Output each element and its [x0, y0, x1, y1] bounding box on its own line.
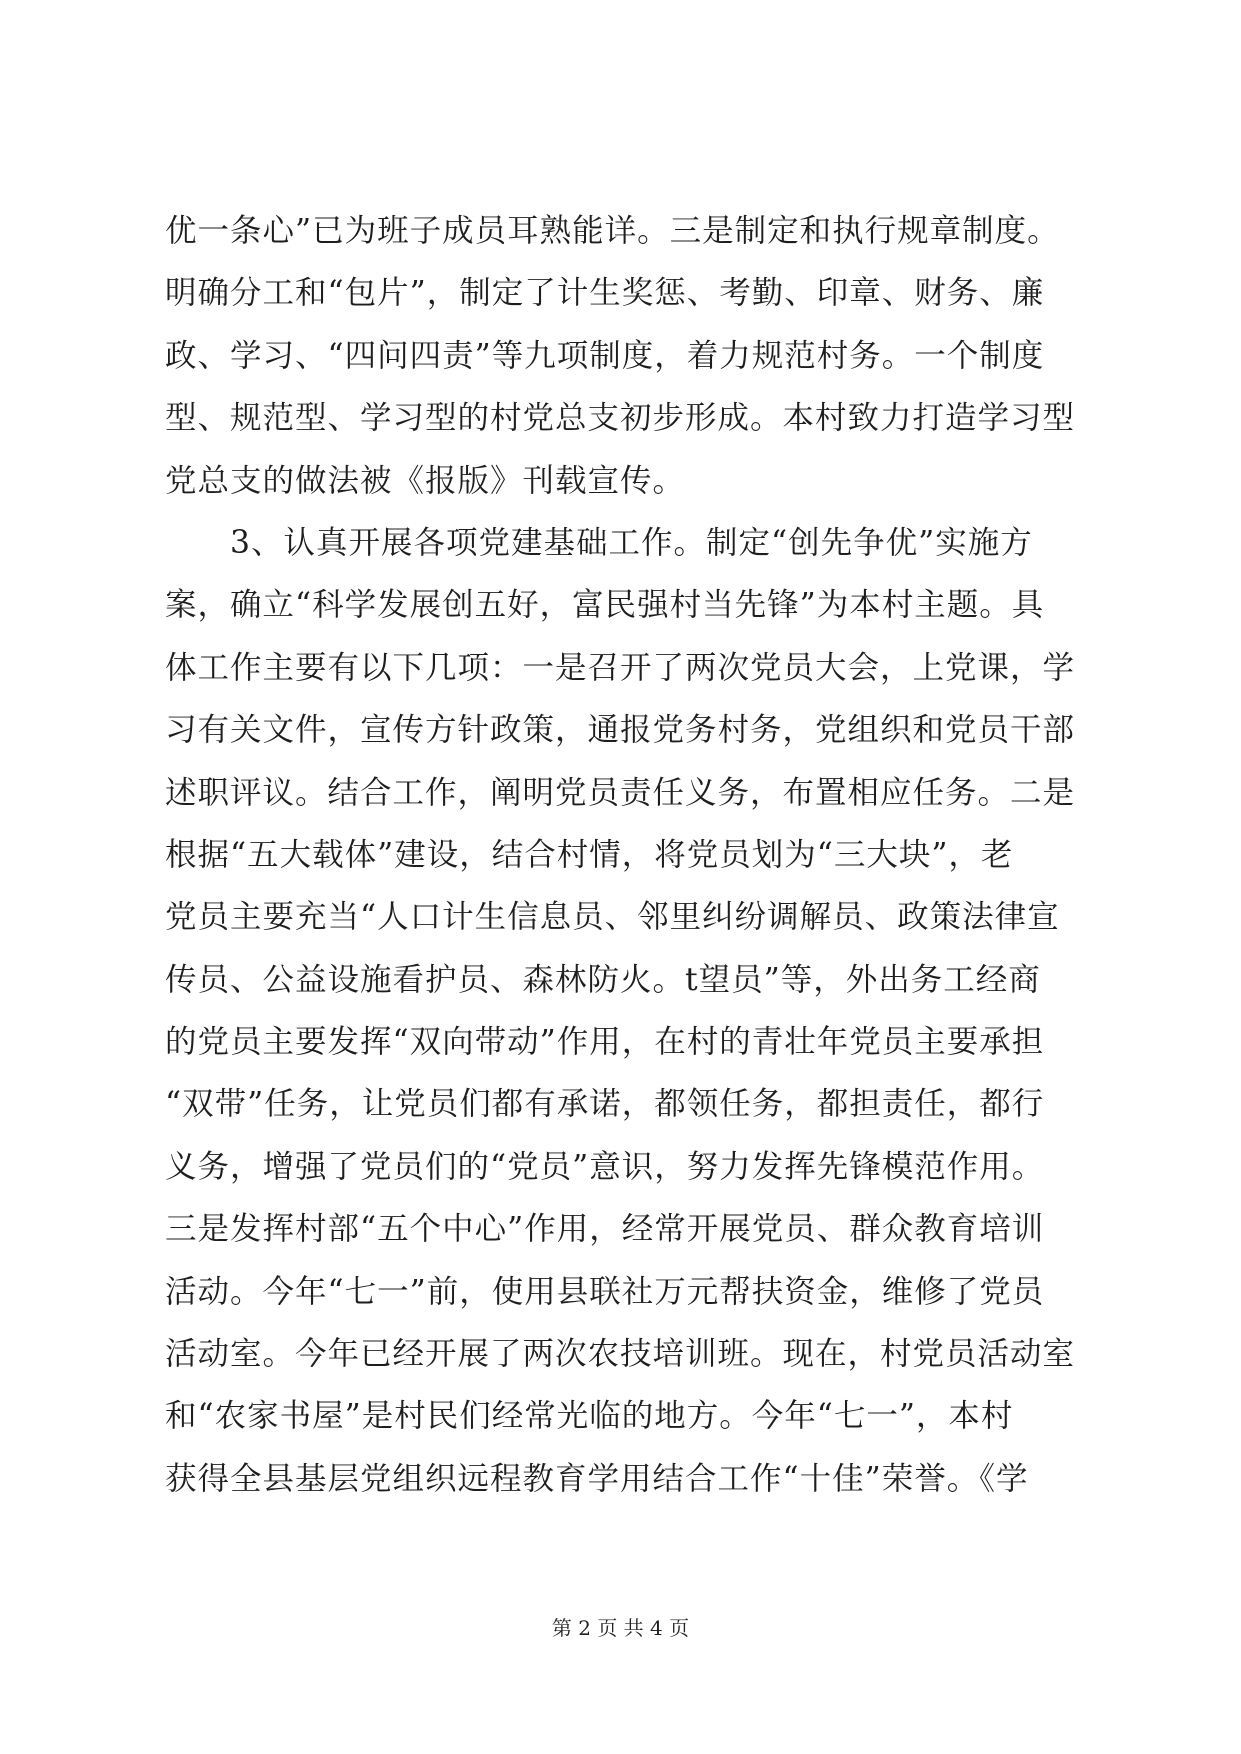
text-line: 党总支的做法被《报版》刊载宣传。	[165, 462, 686, 499]
text-line: 体工作主要有以下几项：一是召开了两次党员大会，上党课，学	[165, 649, 1076, 686]
text-line: 根据“五大载体”建设，结合村情，将党员划为“三大块”，老	[165, 836, 1014, 873]
text-line: 活动室。今年已经开展了两次农技培训班。现在，村党员活动室	[165, 1336, 1076, 1373]
text-line: 活动。今年“七一”前，使用县联社万元帮扶资金，维修了党员	[165, 1273, 1045, 1310]
text-line: 义务，增强了党员们的“党员”意识，努力发挥先锋模范作用。	[165, 1148, 1045, 1185]
page-footer	[0, 1612, 1241, 1641]
text-line: 习有关文件，宣传方针政策，通报党务村务，党组织和党员干部	[165, 712, 1076, 749]
text-line: 的党员主要发挥“双向带动”作用，在村的青壮年党员主要承担	[165, 1024, 1045, 1061]
text-line: 案，确立“科学发展创五好，富民强村当先锋”为本村主题。具	[165, 587, 1045, 624]
text-line: 传员、公益设施看护员、森林防火。t望员”等，外出务工经商	[165, 961, 1041, 998]
text-line: 三是发挥村部“五个中心”作用，经常开展党员、群众教育培训	[165, 1211, 1045, 1248]
body-text	[165, 200, 1095, 1510]
text-line: 和“农家书屋”是村民们经常光临的地方。今年“七一”，本村	[165, 1398, 1014, 1435]
text-line: 政、学习、“四问四责”等九项制度，着力规范村务。一个制度	[165, 337, 1045, 374]
text-line: 优一条心”已为班子成员耳熟能详。三是制定和执行规章制度。	[165, 213, 1060, 249]
text-line: 明确分工和“包片”，制定了计生奖惩、考勤、印章、财务、廉	[165, 275, 1045, 312]
text-line: 党员主要充当“人口计生信息员、邻里纠纷调解员、政策法律宣	[165, 899, 1060, 936]
text-line: 3、认真开展各项党建基础工作。制定“创先争优”实施方	[165, 524, 1033, 561]
text-line: 型、规范型、学习型的村党总支初步形成。本村致力打造学习型	[165, 400, 1076, 437]
text-line: 述职评议。结合工作，阐明党员责任义务，布置相应任务。二是	[165, 774, 1076, 811]
page-number: 第 2 页 共 4 页	[551, 1616, 690, 1640]
text-line: “双带”任务，让党员们都有承诺，都领任务，都担责任，都行	[165, 1086, 1045, 1123]
text-line: 获得全县基层党组织远程教育学用结合工作“十佳”荣誉。《学	[165, 1460, 1029, 1497]
